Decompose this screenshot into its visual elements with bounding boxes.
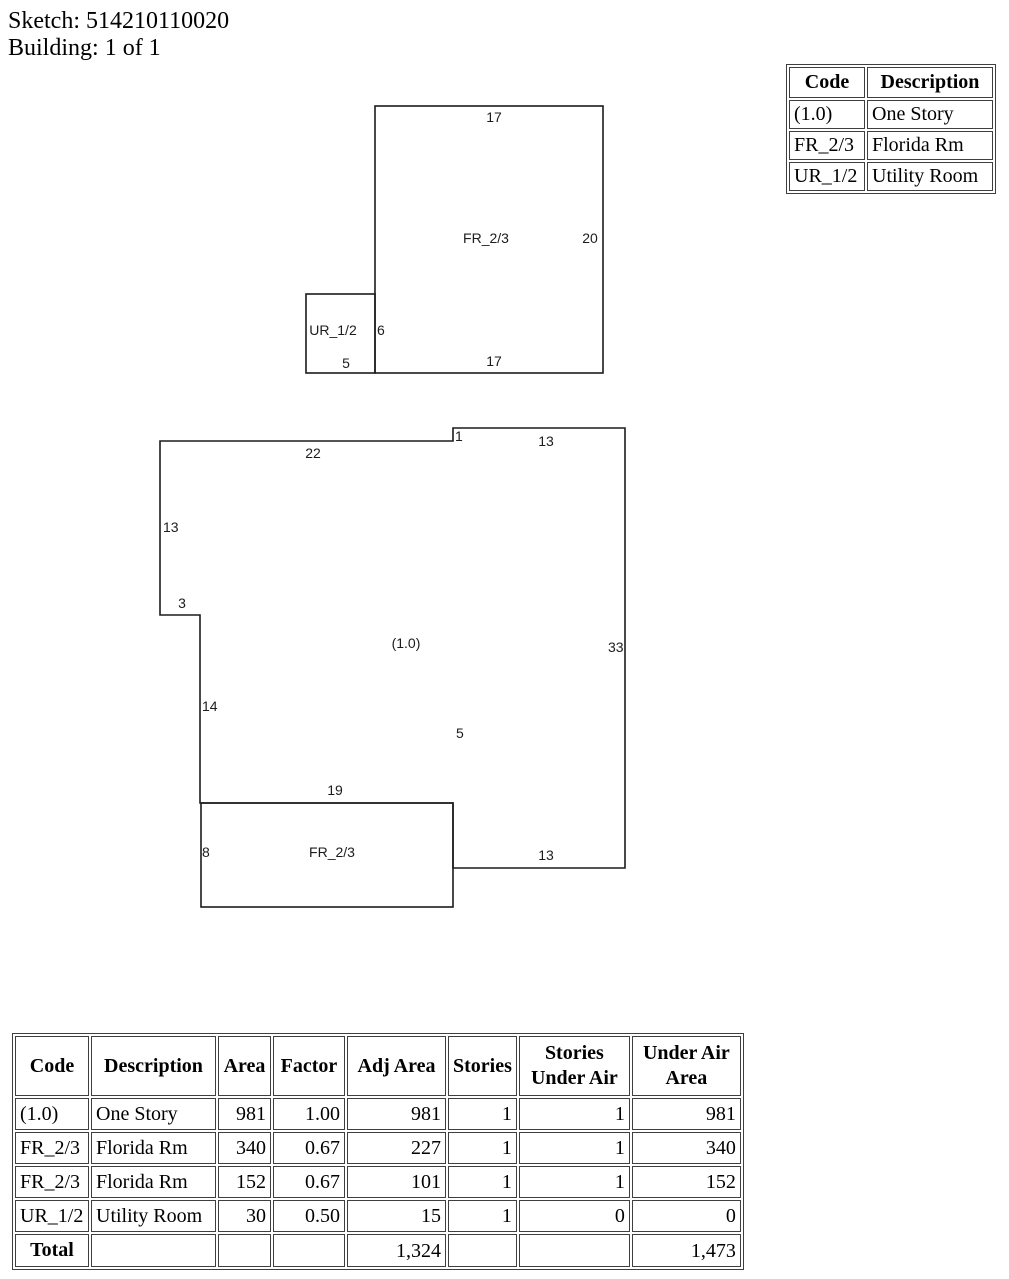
summary-total-description	[91, 1234, 216, 1267]
legend-description: Florida Rm	[867, 131, 993, 160]
legend-description: Utility Room	[867, 162, 993, 191]
summary-cell-stories: 1	[448, 1098, 517, 1130]
summary-cell-factor: 0.67	[273, 1132, 345, 1164]
dimension-label: 6	[377, 322, 385, 338]
summary-cell-adj-area: 101	[347, 1166, 446, 1198]
summary-cell-stories: 1	[448, 1166, 517, 1198]
summary-header-stories: Stories	[448, 1036, 517, 1096]
summary-header-factor: Factor	[273, 1036, 345, 1096]
summary-cell-code: (1.0)	[15, 1098, 89, 1130]
summary-total-label: Total	[15, 1234, 89, 1267]
summary-cell-area: 30	[218, 1200, 271, 1232]
summary-cell-adj-area: 981	[347, 1098, 446, 1130]
summary-total-adj-area: 1,324	[347, 1234, 446, 1267]
summary-cell-stories-under-air: 1	[519, 1098, 630, 1130]
summary-cell-area: 152	[218, 1166, 271, 1198]
dimension-label: 1	[455, 428, 463, 444]
sketch-id-value: 514210110020	[86, 8, 230, 34]
legend-code: (1.0)	[789, 100, 865, 129]
legend-row	[789, 131, 993, 160]
legend-table	[786, 64, 996, 194]
summary-cell-stories: 1	[448, 1200, 517, 1232]
dimension-label: 14	[202, 698, 218, 714]
summary-cell-under-air-area: 152	[632, 1166, 741, 1198]
summary-header-area: Area	[218, 1036, 271, 1096]
dimension-label: 13	[538, 847, 554, 863]
summary-header-description: Description	[91, 1036, 216, 1096]
summary-header-adj-area: Adj Area	[347, 1036, 446, 1096]
summary-row	[15, 1166, 741, 1198]
dimension-label: 5	[342, 355, 350, 371]
summary-cell-factor: 1.00	[273, 1098, 345, 1130]
legend-code: FR_2/3	[789, 131, 865, 160]
summary-cell-description: Utility Room	[91, 1200, 216, 1232]
area-code-label: FR_2/3	[309, 844, 355, 860]
summary-row	[15, 1132, 741, 1164]
summary-cell-code: UR_1/2	[15, 1200, 89, 1232]
summary-row	[15, 1200, 741, 1232]
dimension-label: 13	[163, 519, 179, 535]
summary-header-under-air-area: Under Air Area	[632, 1036, 741, 1096]
summary-total-under-air-area: 1,473	[632, 1234, 741, 1267]
legend-code: UR_1/2	[789, 162, 865, 191]
legend-header-description: Description	[867, 67, 993, 98]
summary-cell-stories-under-air: 1	[519, 1132, 630, 1164]
summary-header-stories-under-air: Stories Under Air	[519, 1036, 630, 1096]
area-summary-table	[12, 1033, 744, 1270]
legend-header-row	[789, 67, 993, 98]
summary-total-stories	[448, 1234, 517, 1267]
dimension-label: 22	[305, 445, 321, 461]
summary-header-row	[15, 1036, 741, 1096]
summary-cell-factor: 0.67	[273, 1166, 345, 1198]
summary-total-factor	[273, 1234, 345, 1267]
summary-cell-description: One Story	[91, 1098, 216, 1130]
summary-cell-factor: 0.50	[273, 1200, 345, 1232]
summary-cell-description: Florida Rm	[91, 1166, 216, 1198]
legend-row	[789, 100, 993, 129]
building-value: 1 of 1	[104, 35, 161, 61]
summary-cell-under-air-area: 0	[632, 1200, 741, 1232]
legend-row	[789, 162, 993, 191]
summary-cell-area: 981	[218, 1098, 271, 1130]
summary-row	[15, 1098, 741, 1130]
dimension-label: 5	[456, 725, 464, 741]
summary-total-stories-under-air	[519, 1234, 630, 1267]
dimension-label: 17	[486, 109, 502, 125]
dimension-label: 17	[486, 353, 502, 369]
sketch-label: Sketch:	[8, 8, 80, 34]
summary-cell-adj-area: 15	[347, 1200, 446, 1232]
summary-cell-code: FR_2/3	[15, 1166, 89, 1198]
building-label: Building:	[8, 35, 99, 61]
summary-total-area	[218, 1234, 271, 1267]
summary-cell-stories: 1	[448, 1132, 517, 1164]
dimension-label: 19	[327, 782, 343, 798]
legend-description: One Story	[867, 100, 993, 129]
area-code-label: FR_2/3	[463, 230, 509, 246]
dimension-label: 20	[582, 230, 598, 246]
summary-cell-description: Florida Rm	[91, 1132, 216, 1164]
summary-cell-area: 340	[218, 1132, 271, 1164]
dimension-label: 33	[608, 639, 624, 655]
area-code-label: (1.0)	[391, 635, 421, 651]
summary-cell-adj-area: 227	[347, 1132, 446, 1164]
dimension-label: 3	[178, 595, 186, 611]
area-code-label: UR_1/2	[309, 322, 357, 338]
summary-cell-stories-under-air: 1	[519, 1166, 630, 1198]
summary-total-row	[15, 1234, 741, 1267]
summary-cell-under-air-area: 981	[632, 1098, 741, 1130]
legend-header-code: Code	[789, 67, 865, 98]
summary-cell-under-air-area: 340	[632, 1132, 741, 1164]
summary-header-code: Code	[15, 1036, 89, 1096]
dimension-label: 8	[202, 844, 210, 860]
dimension-label: 13	[538, 433, 554, 449]
summary-cell-stories-under-air: 0	[519, 1200, 630, 1232]
summary-cell-code: FR_2/3	[15, 1132, 89, 1164]
